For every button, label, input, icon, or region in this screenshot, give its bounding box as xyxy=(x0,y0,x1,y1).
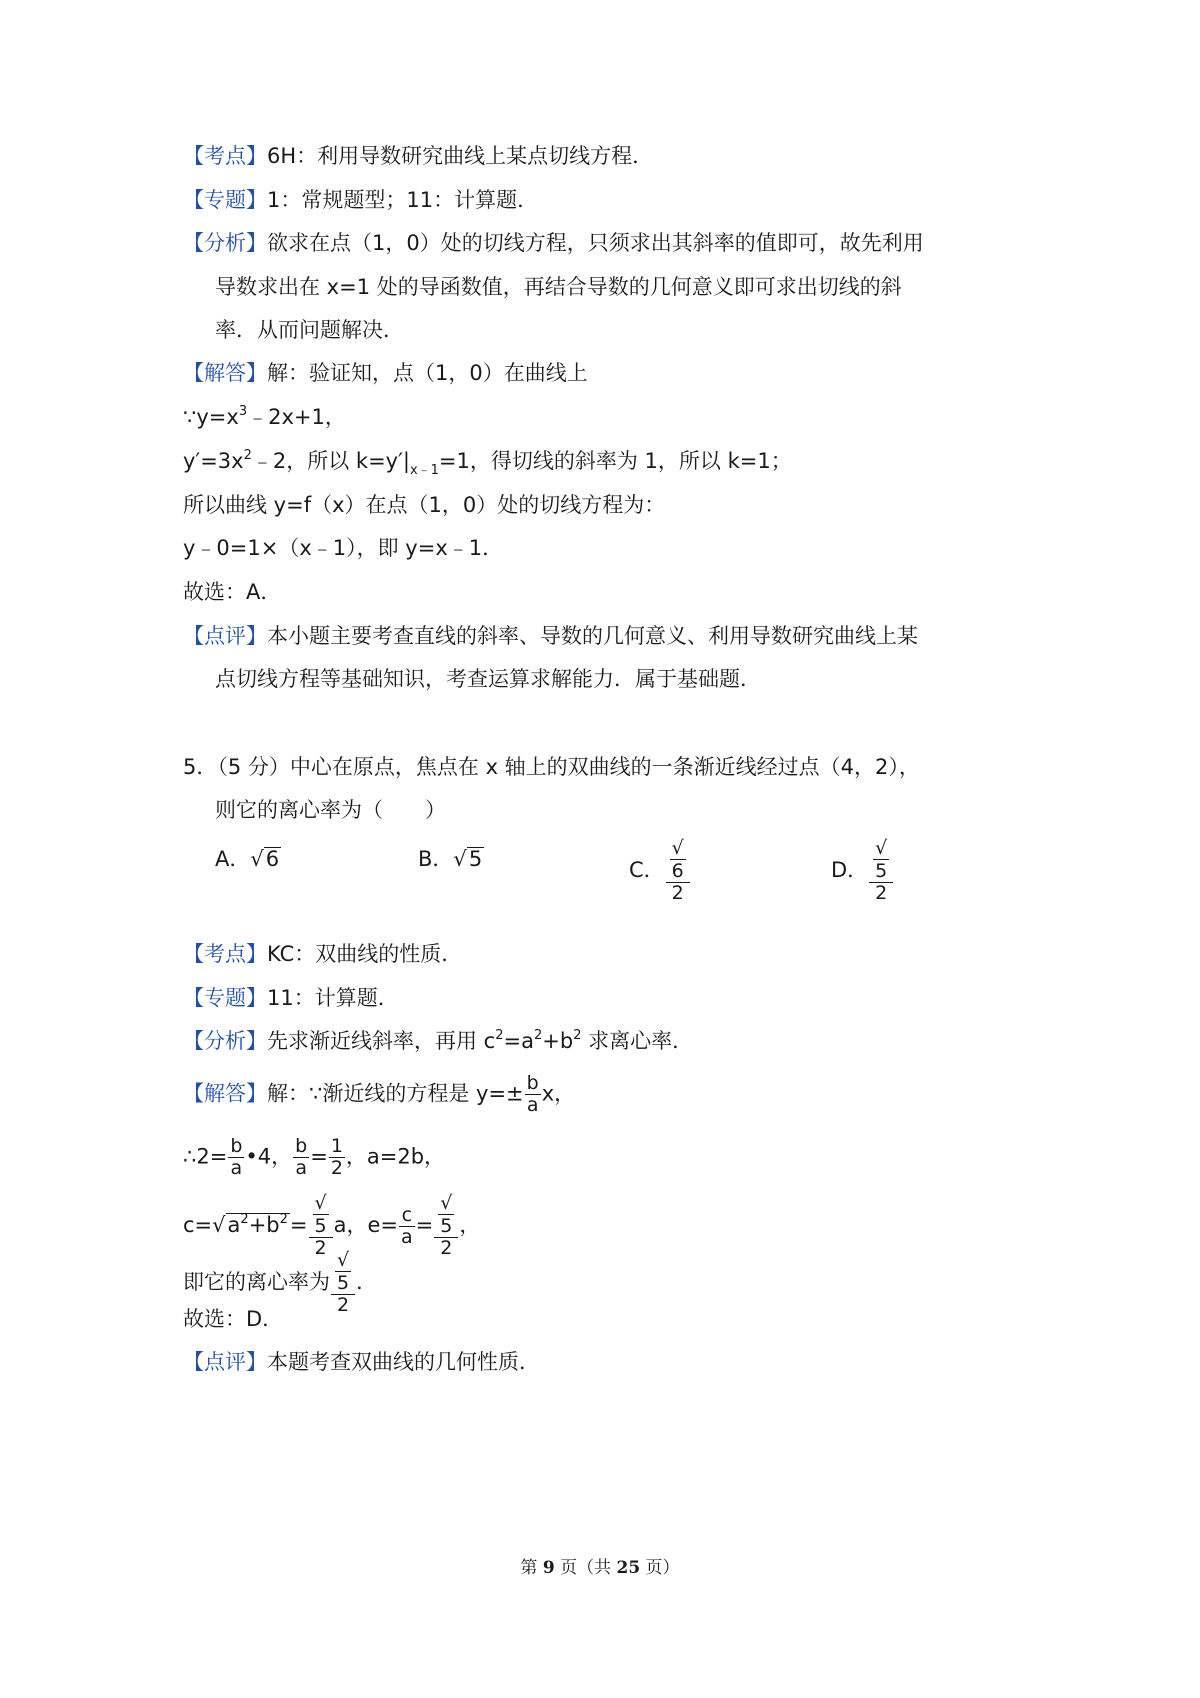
fraction: $\frac{b}{a}$ xyxy=(526,1072,539,1116)
fenxi-tag: 【分析】 xyxy=(183,231,267,255)
q5-dianping: 【点评】本题考查双曲线的几何性质． xyxy=(183,1350,540,1374)
jieda-tag: 【解答】 xyxy=(183,1081,267,1106)
q5-zhuanti: 【专题】11：计算题． xyxy=(183,986,399,1010)
dianping-tag: 【点评】 xyxy=(183,624,267,648)
q5-step2: $c=√a^2+b^2=$ √ 5 2 a，e= $\frac{c}{a}$ = √ 5 2 ， xyxy=(183,1192,481,1259)
zhuanti-tag: 【专题】 xyxy=(183,188,267,212)
fraction: √ 6 2 xyxy=(666,838,690,904)
q4-step1: $\because y=x^3﹣2x+1$， xyxy=(183,404,346,429)
fraction: $\frac{b}{a}$ xyxy=(295,1135,308,1179)
q5-step3: 即它的离心率为 √ 5 2 ． xyxy=(183,1249,378,1316)
sqrt: √5 xyxy=(453,847,483,871)
page-footer: 第 9 页（共 25 页） xyxy=(520,1558,680,1578)
q5-kaodian: 【考点】KC：双曲线的性质． xyxy=(183,942,463,966)
q5-answer: 故选：D． xyxy=(183,1307,284,1331)
q4-kaodian: 【考点】6H：利用导数研究曲线上某点切线方程． xyxy=(183,144,654,168)
jieda-tag: 【解答】 xyxy=(183,361,267,385)
q4-fenxi: 【分析】欲求在点（1，0）处的切线方程，只须求出其斜率的值即可，故先利用 xyxy=(183,231,924,255)
option-b: B．√5 xyxy=(418,844,484,874)
q4-fenxi-line3: 率．从而问题解决． xyxy=(215,318,404,342)
q4-step2: $y'=3x^2﹣2$，所以 $k=y'|_{x﹣1}=1$，得切线的斜率为 1，所以 k=1； xyxy=(183,448,792,478)
q4-jieda: 【解答】解：验证知，点（1，0）在曲线上 xyxy=(183,361,588,385)
kaodian-tag: 【考点】 xyxy=(183,144,267,168)
q4-fenxi-line2: 导数求出在 x=1 处的导函数值，再结合导数的几何意义即可求出切线的斜 xyxy=(215,275,902,299)
page-number: 9 xyxy=(542,1558,555,1578)
option-d: D． √ 5 2 xyxy=(831,838,894,904)
q4-answer: 故选：A． xyxy=(183,580,282,604)
q5-stem-line2: 则它的离心率为（ ） xyxy=(215,798,446,822)
page-total: 25 xyxy=(616,1558,641,1578)
fraction: $\frac{b}{a}$ xyxy=(230,1135,243,1179)
option-a: A．√6 xyxy=(215,844,281,874)
q4-dianping-line2: 点切线方程等基础知识，考查运算求解能力．属于基础题． xyxy=(215,667,761,691)
q4-zhuanti: 【专题】1：常规题型；11：计算题． xyxy=(183,188,539,212)
q5-step1: ∴2= $\frac{b}{a}$ •4， $\frac{b}{a}$ = $\frac{1}{2}$ ，a=2b， xyxy=(183,1135,446,1179)
fraction: √ 5 2 xyxy=(434,1193,458,1259)
sqrt: $√a^2+b^2$ xyxy=(212,1210,290,1240)
zhuanti-tag: 【专题】 xyxy=(183,986,267,1010)
q4-step4: y﹣0=1×（x﹣1），即 y=x﹣1． xyxy=(183,536,504,560)
q4-step3: 所以曲线 y=f（x）在点（1，0）处的切线方程为： xyxy=(183,493,666,517)
kaodian-tag: 【考点】 xyxy=(183,942,267,966)
sqrt: √6 xyxy=(250,847,280,871)
q5-jieda: 【解答】解：∵渐近线的方程是 y=± $\frac{b}{a}$ x， xyxy=(183,1072,576,1116)
fraction: $\frac{1}{2}$ xyxy=(330,1135,343,1179)
fraction: √ 5 2 xyxy=(331,1250,355,1316)
fraction: √ 5 2 xyxy=(869,838,893,904)
fenxi-tag: 【分析】 xyxy=(183,1029,267,1053)
q4-dianping: 【点评】本小题主要考查直线的斜率、导数的几何意义、利用导数研究曲线上某 xyxy=(183,624,918,648)
q5-stem: 5．（5 分）中心在原点，焦点在 x 轴上的双曲线的一条渐近线经过点（4，2）， xyxy=(183,755,920,779)
fraction: √ 5 2 xyxy=(309,1193,333,1259)
q5-fenxi: 【分析】先求渐近线斜率，再用 $c^2=a^2+b^2$ 求离心率． xyxy=(183,1028,694,1053)
option-c: C． √ 6 2 xyxy=(629,838,691,904)
dianping-tag: 【点评】 xyxy=(183,1350,267,1374)
fraction: $\frac{c}{a}$ xyxy=(401,1203,413,1248)
